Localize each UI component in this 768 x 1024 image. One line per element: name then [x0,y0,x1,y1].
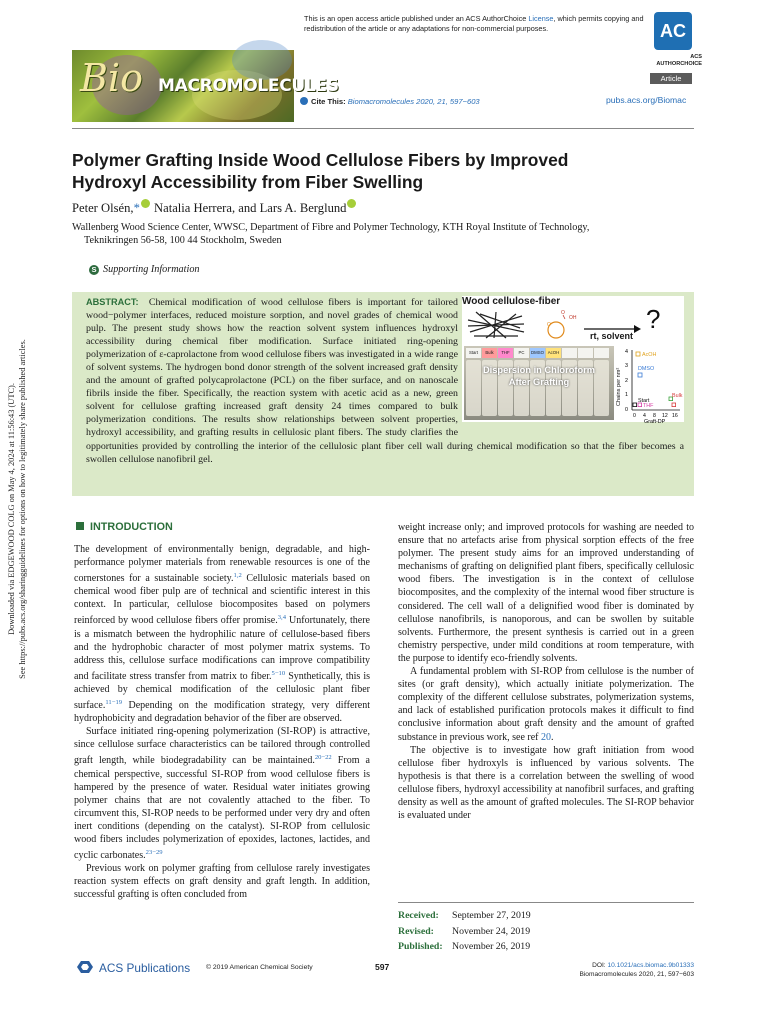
plot-series-label: DMSO [638,366,655,372]
history-divider [398,902,694,903]
orcid-icon[interactable] [347,199,356,208]
abstract-text: Chemical modification of wood cellulose fibers is important for tailored wood−polymer interfaces, reduced moisture sorption, and novel grades of chemical wood pulp. The present study shows how the reaction solvent system influences hydroxyl accessibility during chemical fiber modification. Surface initiated ring-opening polymerization of ε-caprolactone from wood cellulose fibers was investigated in a wide range of solvent systems. The hydrogen bond donor strength of the solvent increased graft density and the amount of grafted polycaprolactone (PCL) on the fiber surface, and on nanoscale fibrils inside the fiber. Specifically, the reaction system with acetic acid as a new, green solvent for cellulose grafting increased graft density 24 times compared to bulk polymerization conditions. The results show relationships between solvent properties, hydroxyl accessibility, and grafting results in cellulosic plant fibers. The study clarifies the opportunities provided by controlling the interior of the cellulosic plant fiber cell wall during chemical modification so that the fiber becomes a swollen cellulose nanofibril gel. [86,297,684,465]
article-history [398,902,694,955]
article-type-tag: Article [650,73,692,84]
journal-logo-macro: MACROMOLECULES [158,76,339,96]
body-column-left [74,543,370,901]
cite-icon [300,97,308,105]
vial-cap: Start [466,348,481,358]
supporting-info-link[interactable]: S Supporting Information [89,264,200,275]
license-link[interactable]: License [528,14,554,23]
author-list [72,199,357,216]
svg-text:OH: OH [569,315,577,321]
author-2-3[interactable]: Natalia Herrera, and Lars A. Berglund [154,201,347,215]
toc-heading: Wood cellulose-fiber [462,296,561,307]
plot-xtick: 12 [662,413,668,419]
affiliation: Wallenberg Wood Science Center, WWSC, Department of Fibre and Polymer Technology, KTH Royal Institute of Technology, Teknikringen 56-58, 100 44 Stockholm, Sweden [72,222,590,246]
caprolactone-structure-icon [544,308,584,340]
author-choice-badge: AC [654,12,692,50]
plot-ytick: 2 [625,378,628,384]
journal-url-link[interactable]: pubs.acs.org/Biomac [606,95,687,105]
paragraph: weight increase only; and improved protocols for washing are needed to ensure that no artefacts arise from physical sorption effects of the free polymer. The present study aims for an improved understanding of mechanisms of grafting on delignified plant fibers, specifically cellulosic wood fibers. The investigation is in the context of cellulose biocomposites, and the complexity of the internal wood fiber structure is considered. The cell wall of a delignified wood fiber is dominated by cellulose nanofibrils, is nanoporous, and can be swollen by suitable solvents. Furthermore, the present synthesis is carried out in a green chemistry perspective, under mild conditions at room temperature, with the purpose to identify eco-friendly solvents. [398,522,694,664]
cite-this: Cite This: Biomacromolecules 2020, 21, 597−603 [300,97,480,106]
vial-cap [562,348,577,358]
plot-series-label: Start [638,398,650,404]
vial-cap: AcOH [546,348,561,358]
svg-text:O: O [561,310,565,316]
citation-link[interactable]: Biomacromolecules 2020, 21, 597−603 [347,97,480,106]
reference-link[interactable]: 20 [541,731,552,743]
plot-ytick: 4 [625,349,628,355]
plot-xlabel: Graft-DP [644,419,666,425]
footer-citation: Biomacromolecules 2020, 21, 597−603 [579,970,694,978]
paragraph: The objective is to investigate how graft initiation from wood cellulose fiber hydroxyls is influenced by various solvents. The hypothesis is that there is a correlation between the swelling of wood cellulose fibers, hydroxyl accessibility at nanofibril surfaces, and grafting density as well as the amount of grafted molecules. The SI-ROP behavior is evaluated under [398,744,694,822]
history-published: Published: November 26, 2019 [398,941,531,953]
paragraph: Surface initiated ring-opening polymerization (SI-ROP) is attractive, since cellulose surface characteristics can be tailored through controlled graft length, while biodegradability can be maintained.$^{20-22}$ From a chemical perspective, successful SI-ROP from wood cellulose fibers is hampered by the presence of water. Residual water initiates growing polymer chains that are not covalently attached to the fiber. To circumvent this, SI-ROP needs to be performed under very dry and often inert conditions (depending on the catalyst). SI-ROP from cellulosic wood fibers includes polymerization of epoxides, lactones, lactides, and cyclic carbonates.$^{23-29}$ [74,726,370,862]
reference-link[interactable]: 5−10 [271,669,286,677]
graft-plot [614,340,684,425]
history-revised: Revised: November 24, 2019 [398,925,531,937]
plot-series-label: Bulk [672,393,683,399]
vial-cap: DMSO [530,348,545,358]
download-notice-line1: Downloaded via EDGEWOOD COLG on May 4, 2024 at 11:56:43 (UTC). [7,383,16,635]
journal-logo [72,50,339,122]
section-heading-introduction: INTRODUCTION [76,521,173,533]
plot-ytick: 1 [625,392,628,398]
page-number: 597 [375,962,390,972]
vials-overlay-line1: Dispersion in Chloroform [482,365,596,375]
toc-graphic [462,296,684,425]
fiber-network-icon [466,310,526,340]
header-divider [72,128,694,129]
author-choice-text: ACS AUTHORCHOICE [656,54,702,67]
acs-publications-logo[interactable]: ACS Publications [74,960,190,975]
plot-xtick: 0 [633,413,636,419]
question-mark: ? [646,304,661,334]
vials-photo [464,346,614,420]
reference-link[interactable]: 3,4 [277,614,286,622]
download-notice [6,308,30,710]
copyright: © 2019 American Chemical Society [206,964,313,971]
body-column-right [398,521,694,822]
acs-hexagon-icon [74,960,96,974]
reaction-conditions: rt, solvent [590,331,634,341]
reference-link[interactable]: 11−19 [105,699,123,707]
article-title: Polymer Grafting Inside Wood Cellulose Fibers by Improved Hydroxyl Accessibility from Fiber Swelling [72,150,569,192]
plot-xtick: 16 [672,413,678,419]
vial-cap [594,348,609,358]
plot-ytick: 0 [625,407,628,413]
vial-cap: Bulk [482,348,497,358]
download-notice-line2: See https://pubs.acs.org/sharingguidelines for options on how to legitimately share published articles. [18,339,27,679]
paragraph: Previous work on polymer grafting from cellulose rarely investigates reaction system effects on graft density and graft length. In addition, successful grafting is often concluded from [74,863,370,901]
plot-xtick: 8 [653,413,656,419]
supporting-info-icon: S [89,265,99,275]
reference-link[interactable]: 1,2 [233,572,242,580]
plot-ytick: 3 [625,363,628,369]
reference-link[interactable]: 23−29 [145,849,163,857]
corresponding-mark[interactable]: * [133,201,140,215]
plot-ylabel: Chains per nm² [616,367,622,406]
reference-link[interactable]: 20−22 [314,754,332,762]
abstract-label: ABSTRACT: [86,297,139,307]
svg-text:O: O [547,322,551,328]
open-access-notice: This is an open access article published under an ACS AuthorChoice License, which permits copying and redistribution of the article or any adaptations for non-commercial purposes. [304,14,644,33]
paragraph: The development of environmentally benign, degradable, and high-performance polymer materials from renewable resources is one of the cornerstones for a sustainable society.$^{1,2}$ Cellulosic materials based on chemical wood fiber pulp are of technical and scientific interest in this context. In particular, cellulose biocomposites based on polymers reinforced by wood cellulose fibers offer promise.$^{3,4}$ Unfortunately, there is a mismatch between the hydrophilic nature of cellulose-based fibers and the hydrophobic character of most polymer matrix systems. To address this, cellulose surface modifications can improve compatibility and facilitate stress transfer from matrix to fiber.$^{5-10}$ Synthetically, this is achieved by chemical modification of the cellulosic plant fiber surface.$^{11-19}$ Depending on the modification strategy, very different hydrophobicity and degradation behavior of the fiber are observed. [74,544,370,725]
plot-series-label: AcOH [642,352,657,358]
vial-cap: PC [514,348,529,358]
history-received: Received: September 27, 2019 [398,910,531,921]
vial-cap: THF [498,348,513,358]
journal-logo-bio: Bio [80,56,143,100]
doi-block: DOI: 10.1021/acs.biomac.9b01333 Biomacromolecules 2020, 21, 597−603 [560,962,694,979]
paragraph: A fundamental problem with SI-ROP from cellulose is the number of sites (or graft density), which actually initiate polymerization. The complexity of the different cellulose substrates, polymerization systems, and lack of established purification protocols makes it difficult to find conclusive information about graft density and the amount of grafted substance in previous work, see ref 20. [398,666,694,743]
orcid-icon[interactable] [141,199,150,208]
doi-link[interactable]: 10.1021/acs.biomac.9b01333 [607,962,694,969]
vials-overlay-line2: After Grafting [508,377,570,387]
author-1[interactable]: Peter Olsén, [72,201,134,215]
plot-xtick: 4 [643,413,646,419]
vial-cap [578,348,593,358]
plot-series-label: THF [643,403,654,409]
section-square-icon [76,522,84,530]
